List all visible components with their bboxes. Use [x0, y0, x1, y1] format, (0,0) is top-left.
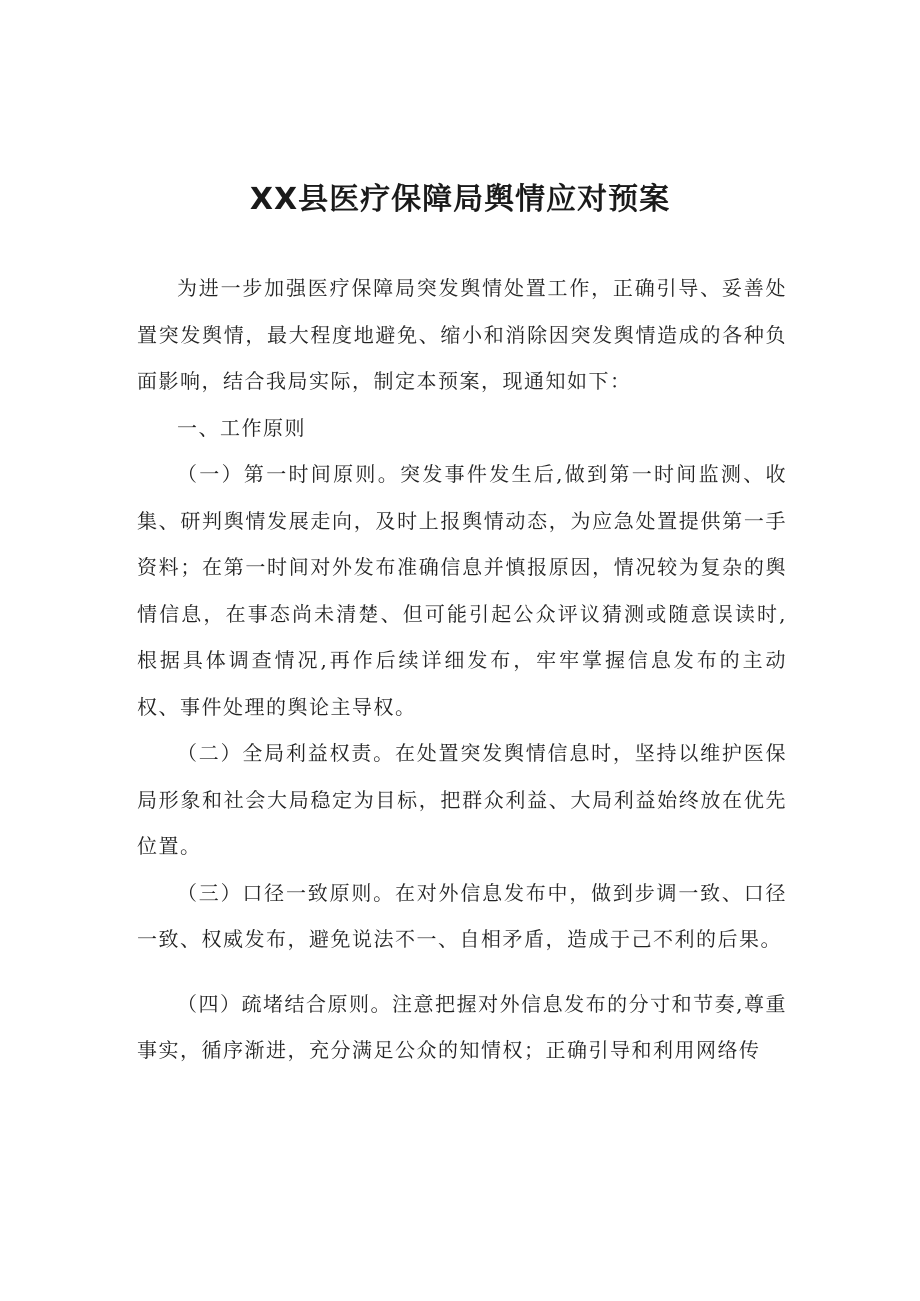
principle-paragraph-1: （一）第一时间原则。突发事件发生后,做到第一时间监测、收集、研判舆情发展走向，及时上报舆情动态，为应急处置提供第一手资料；在第一时间对外发布准确信息并慎报原因，情况较为复杂的舆情信息，在事态尚未清楚、但可能引起公众评议猜测或随意误读时,根据具体调查情况,再作后续详细发布，牢牢掌握信息发布的主动权、事件处理的舆论主导权。: [137, 462, 787, 719]
section-heading-principles: 一、工作原则: [177, 415, 306, 440]
intro-paragraph: 为进一步加强医疗保障局突发舆情处置工作，正确引导、妥善处置突发舆情，最大程度地避免、缩小和消除因突发舆情造成的各种负面影响，结合我局实际，制定本预案，现通知如下：: [137, 276, 787, 393]
principle-paragraph-3: （三）口径一致原则。在对外信息发布中，做到步调一致、口径一致、权威发布，避免说法不一、自相矛盾，造成于己不利的后果。: [137, 880, 787, 951]
principle-paragraph-4: （四）疏堵结合原则。注意把握对外信息发布的分寸和节奏,尊重事实，循序渐进，充分满足公众的知情权；正确引导和利用网络传: [137, 991, 787, 1062]
document-title: XX县医疗保障局舆情应对预案: [249, 182, 671, 217]
principle-paragraph-2: （二）全局利益权责。在处置突发舆情信息时，坚持以维护医保局形象和社会大局稳定为目标，把群众利益、大局利益始终放在优先位置。: [137, 741, 787, 858]
document-body: [137, 265, 787, 1074]
